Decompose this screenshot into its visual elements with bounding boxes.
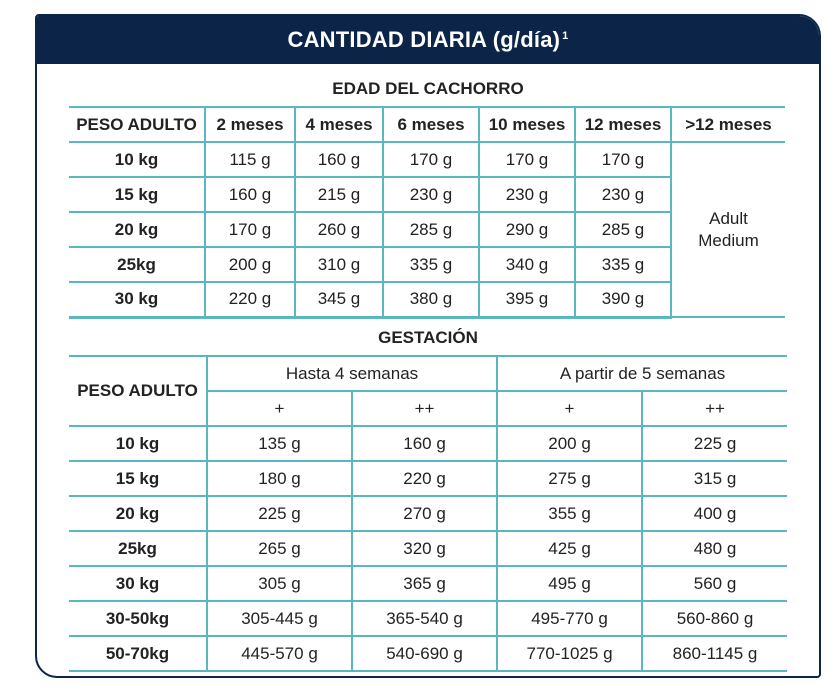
value-cell: 225 g [207, 496, 352, 531]
weight-cell: 15 kg [69, 461, 207, 496]
value-cell: 290 g [479, 212, 575, 247]
value-cell: 265 g [207, 531, 352, 566]
value-cell: 260 g [295, 212, 383, 247]
value-cell: 860-1145 g [642, 636, 787, 671]
subheader-cell: ++ [642, 391, 787, 426]
value-cell: 335 g [575, 247, 671, 282]
table-row [69, 142, 785, 177]
value-cell: 180 g [207, 461, 352, 496]
value-cell: 355 g [497, 496, 642, 531]
value-cell: 285 g [575, 212, 671, 247]
weight-cell: 25kg [69, 247, 205, 282]
adult-label: Adult [709, 208, 748, 228]
table-title: CANTIDAD DIARIA (g/día) [287, 27, 561, 52]
value-cell: 340 g [479, 247, 575, 282]
value-cell: 220 g [205, 282, 295, 317]
value-cell: 135 g [207, 426, 352, 461]
value-cell: 200 g [497, 426, 642, 461]
value-cell: 365 g [352, 566, 497, 601]
value-cell: 560 g [642, 566, 787, 601]
value-cell: 160 g [352, 426, 497, 461]
subheader-cell: + [497, 391, 642, 426]
feeding-table-card [35, 14, 821, 678]
value-cell: 220 g [352, 461, 497, 496]
value-cell: 305-445 g [207, 601, 352, 636]
value-cell: 445-570 g [207, 636, 352, 671]
value-cell: 275 g [497, 461, 642, 496]
column-header: PESO ADULTO [69, 107, 205, 142]
value-cell: 200 g [205, 247, 295, 282]
value-cell: 170 g [479, 142, 575, 177]
value-cell: 270 g [352, 496, 497, 531]
gestation-group-row [69, 356, 787, 391]
value-cell: 170 g [575, 142, 671, 177]
value-cell: 215 g [295, 177, 383, 212]
column-header: 10 meses [479, 107, 575, 142]
puppy-header-row [69, 107, 785, 142]
value-cell: 115 g [205, 142, 295, 177]
value-cell: 400 g [642, 496, 787, 531]
value-cell: 230 g [575, 177, 671, 212]
value-cell: 160 g [205, 177, 295, 212]
footnote-marker: 1 [562, 30, 569, 42]
value-cell: 345 g [295, 282, 383, 317]
value-cell: 315 g [642, 461, 787, 496]
subheader-cell: + [207, 391, 352, 426]
value-cell: 770-1025 g [497, 636, 642, 671]
column-header: 6 meses [383, 107, 479, 142]
column-header: 4 meses [295, 107, 383, 142]
table-row [69, 636, 787, 671]
value-cell: 170 g [383, 142, 479, 177]
weight-cell: 20 kg [69, 496, 207, 531]
weight-cell: 50-70kg [69, 636, 207, 671]
value-cell: 365-540 g [352, 601, 497, 636]
table-row [69, 461, 787, 496]
subheader-cell: ++ [352, 391, 497, 426]
column-header: >12 meses [671, 107, 785, 142]
group-header: A partir de 5 semanas [497, 356, 787, 391]
weight-cell: 30-50kg [69, 601, 207, 636]
value-cell: 495 g [497, 566, 642, 601]
weight-cell: 25kg [69, 531, 207, 566]
value-cell: 540-690 g [352, 636, 497, 671]
medium-label: Medium [698, 230, 759, 250]
value-cell: 160 g [295, 142, 383, 177]
weight-column-header: PESO ADULTO [69, 356, 207, 426]
puppy-table [69, 106, 785, 319]
table-row [69, 566, 787, 601]
value-cell: 480 g [642, 531, 787, 566]
value-cell: 495-770 g [497, 601, 642, 636]
value-cell: 320 g [352, 531, 497, 566]
weight-cell: 10 kg [69, 142, 205, 177]
value-cell: 225 g [642, 426, 787, 461]
value-cell: 170 g [205, 212, 295, 247]
value-cell: 425 g [497, 531, 642, 566]
weight-cell: 30 kg [69, 282, 205, 317]
value-cell: 230 g [479, 177, 575, 212]
table-row [69, 601, 787, 636]
weight-cell: 30 kg [69, 566, 207, 601]
value-cell: 390 g [575, 282, 671, 317]
adult-medium-cell [671, 142, 785, 317]
column-header: 12 meses [575, 107, 671, 142]
gestation-table [69, 355, 787, 672]
weight-cell: 10 kg [69, 426, 207, 461]
table-row [69, 426, 787, 461]
value-cell: 380 g [383, 282, 479, 317]
value-cell: 395 g [479, 282, 575, 317]
value-cell: 230 g [383, 177, 479, 212]
table-row [69, 496, 787, 531]
gestation-section-title: GESTACIÓN [378, 328, 478, 347]
value-cell: 310 g [295, 247, 383, 282]
table-row [69, 531, 787, 566]
value-cell: 285 g [383, 212, 479, 247]
value-cell: 335 g [383, 247, 479, 282]
puppy-section-title: EDAD DEL CACHORRO [332, 79, 524, 98]
group-header: Hasta 4 semanas [207, 356, 497, 391]
weight-cell: 20 kg [69, 212, 205, 247]
value-cell: 305 g [207, 566, 352, 601]
weight-cell: 15 kg [69, 177, 205, 212]
column-header: 2 meses [205, 107, 295, 142]
table-header [37, 16, 819, 64]
value-cell: 560-860 g [642, 601, 787, 636]
